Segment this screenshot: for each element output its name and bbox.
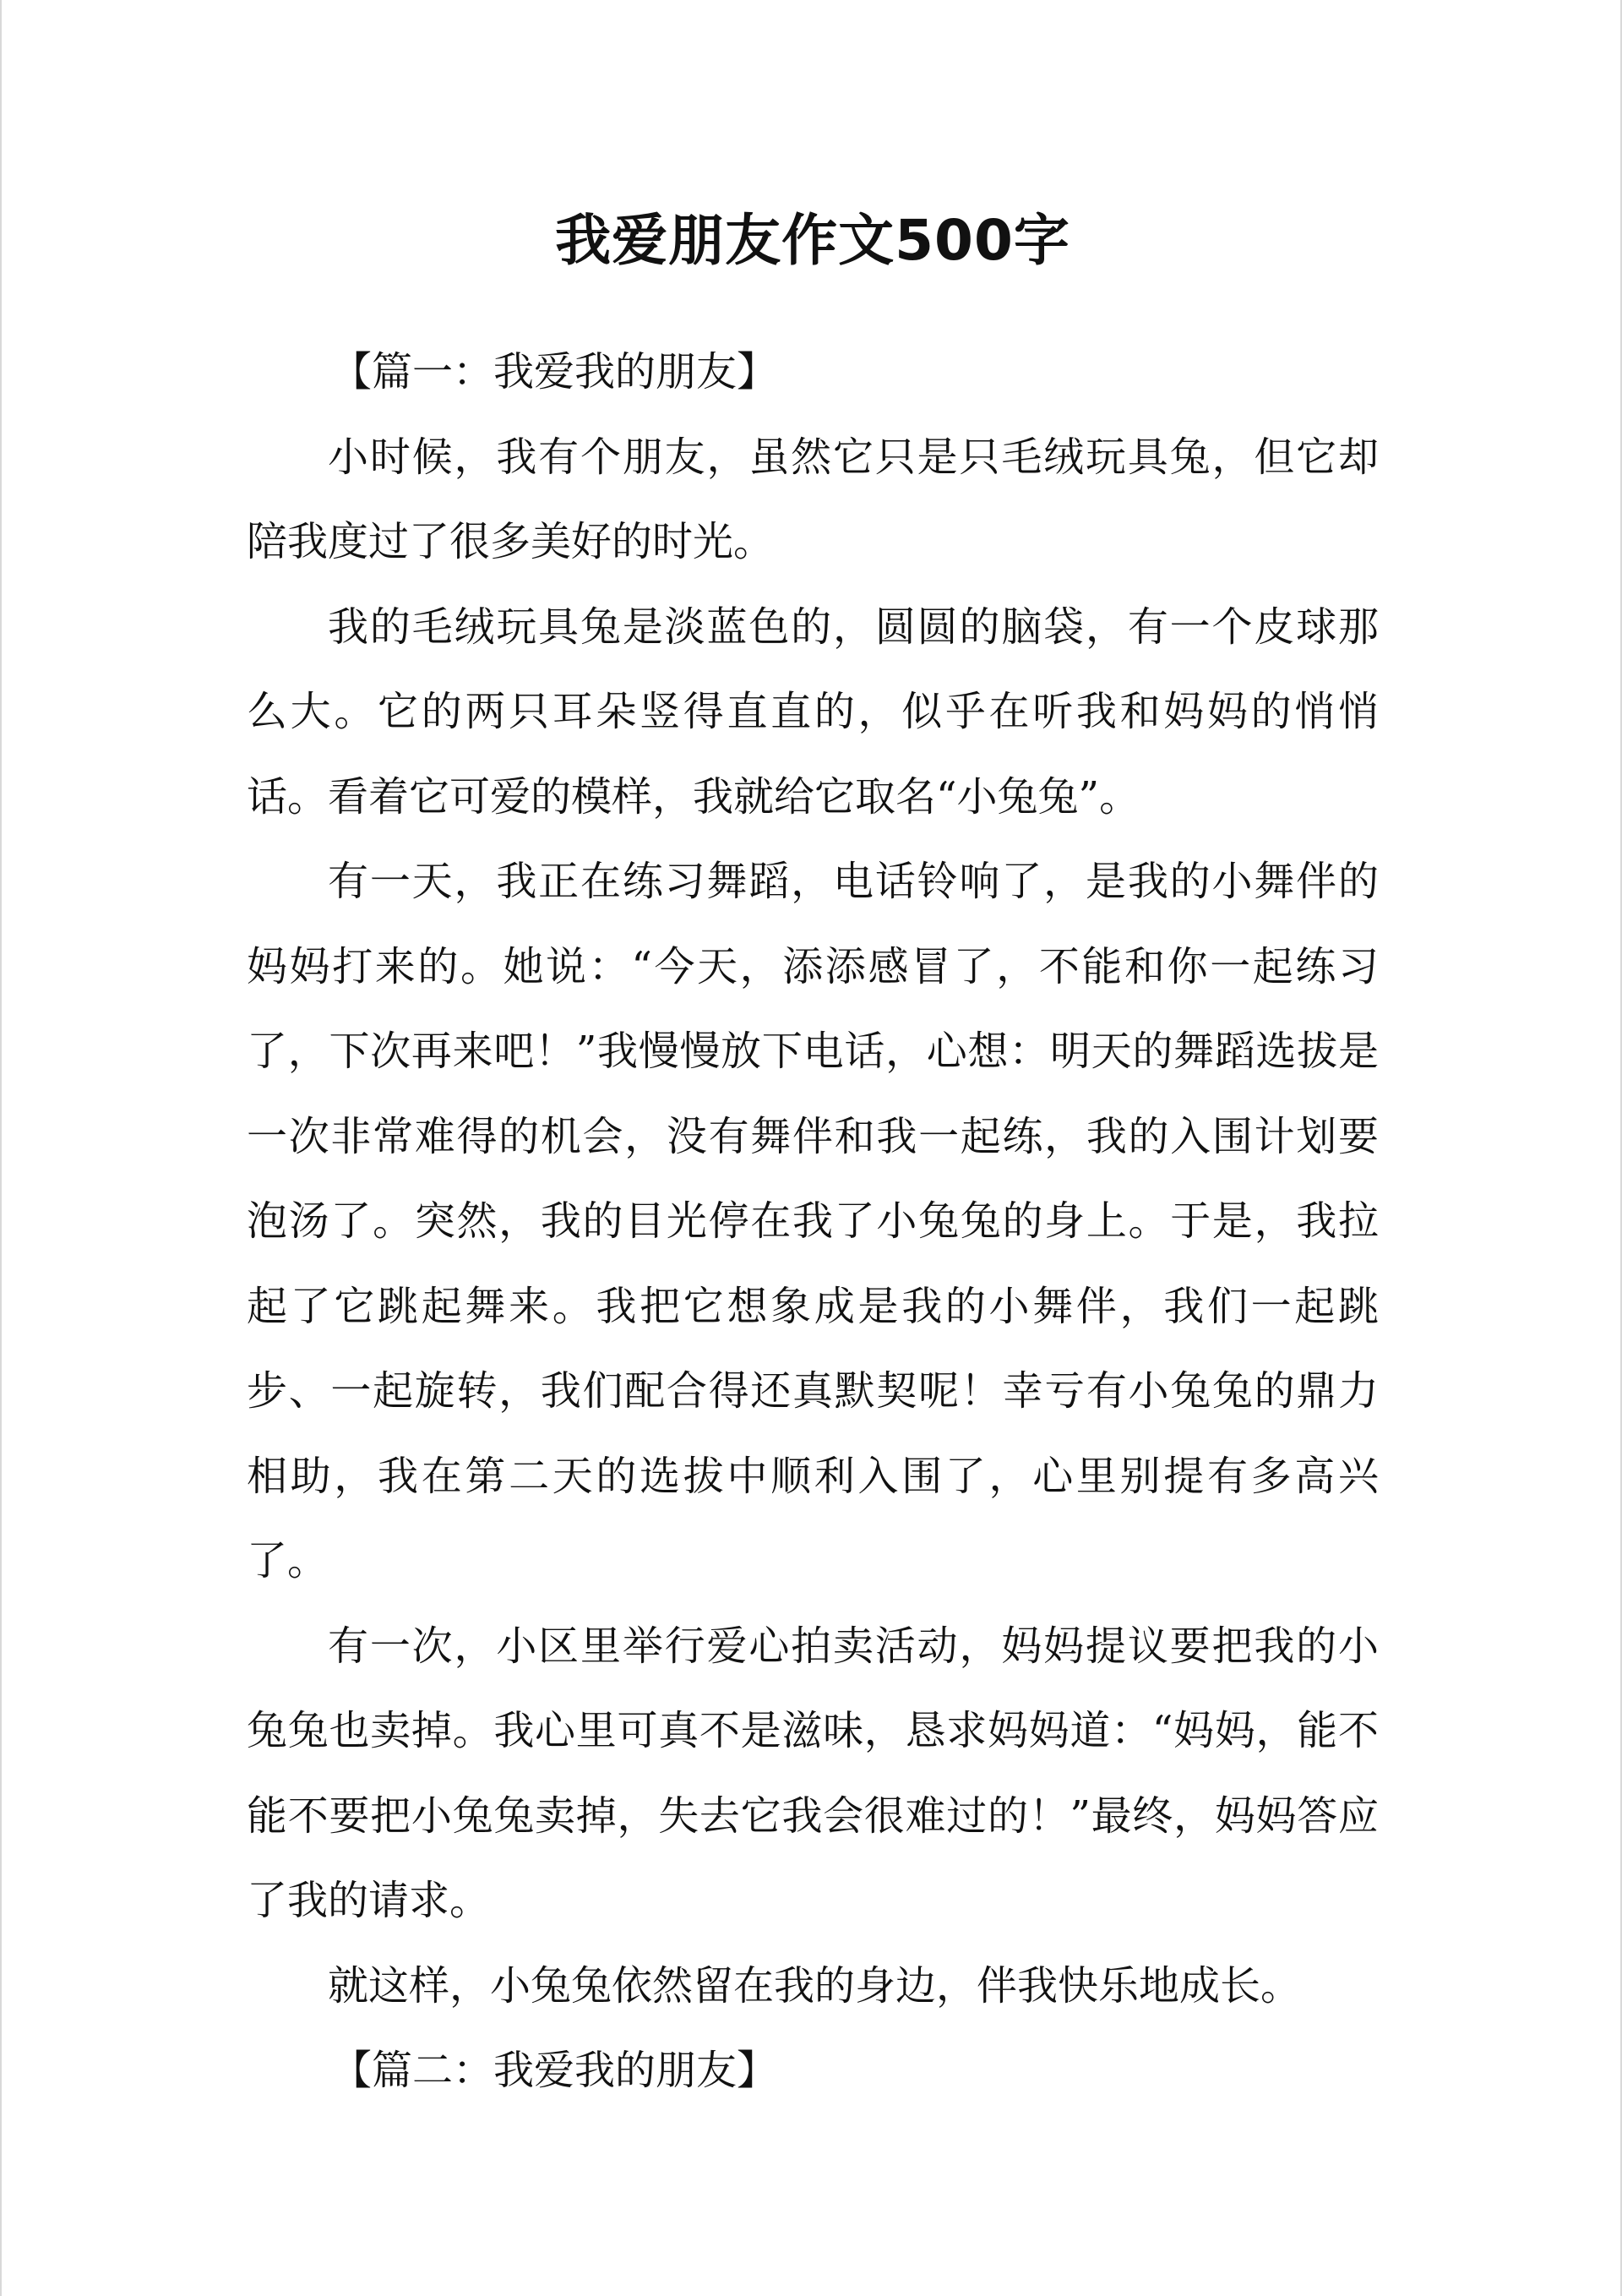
document-title: 我爱朋友作文500字	[555, 208, 1070, 273]
paragraph-1: 小时候，我有个朋友，虽然它只是只毛绒玩具兔，但它却陪我度过了很多美好的时光。	[247, 433, 1379, 565]
section-heading-2: 【篇二：我爱我的朋友】	[331, 2047, 778, 2094]
paragraph-4: 有一次，小区里举行爱心拍卖活动，妈妈提议要把我的小兔兔也卖掉。我心里可真不是滋味，恳求妈妈道：“妈妈，能不能不要把小兔兔卖掉，失去它我会很难过的！”最终，妈妈答应了我的请求。	[247, 1622, 1379, 1924]
paragraph-3: 有一天，我正在练习舞蹈，电话铃响了，是我的小舞伴的妈妈打来的。她说：“今天，添添感冒了，不能和你一起练习了，下次再来吧！”我慢慢放下电话，心想：明天的舞蹈选拔是一次非常难得的机会，没有舞伴和我一起练，我的入围计划要泡汤了。突然，我的目光停在我了小兔兔的身上。于是，我拉起了它跳起舞来。我把它想象成是我的小舞伴，我们一起跳步、一起旋转，我们配合得还真默契呢！幸亏有小兔兔的鼎力相助，我在第二天的选拔中顺利入围了，心里别提有多高兴了。	[247, 858, 1379, 1584]
paragraph-5: 就这样，小兔兔依然留在我的身边，伴我快乐地成长。	[328, 1961, 1302, 2010]
document-content	[247, 194, 1379, 2113]
paragraph-2: 我的毛绒玩具兔是淡蓝色的，圆圆的脑袋，有一个皮球那么大。它的两只耳朵竖得直直的，似乎在听我和妈妈的悄悄话。看着它可爱的模样，我就给它取名“小兔兔”。	[247, 603, 1379, 821]
section-heading-1: 【篇一：我爱我的朋友】	[331, 348, 778, 395]
